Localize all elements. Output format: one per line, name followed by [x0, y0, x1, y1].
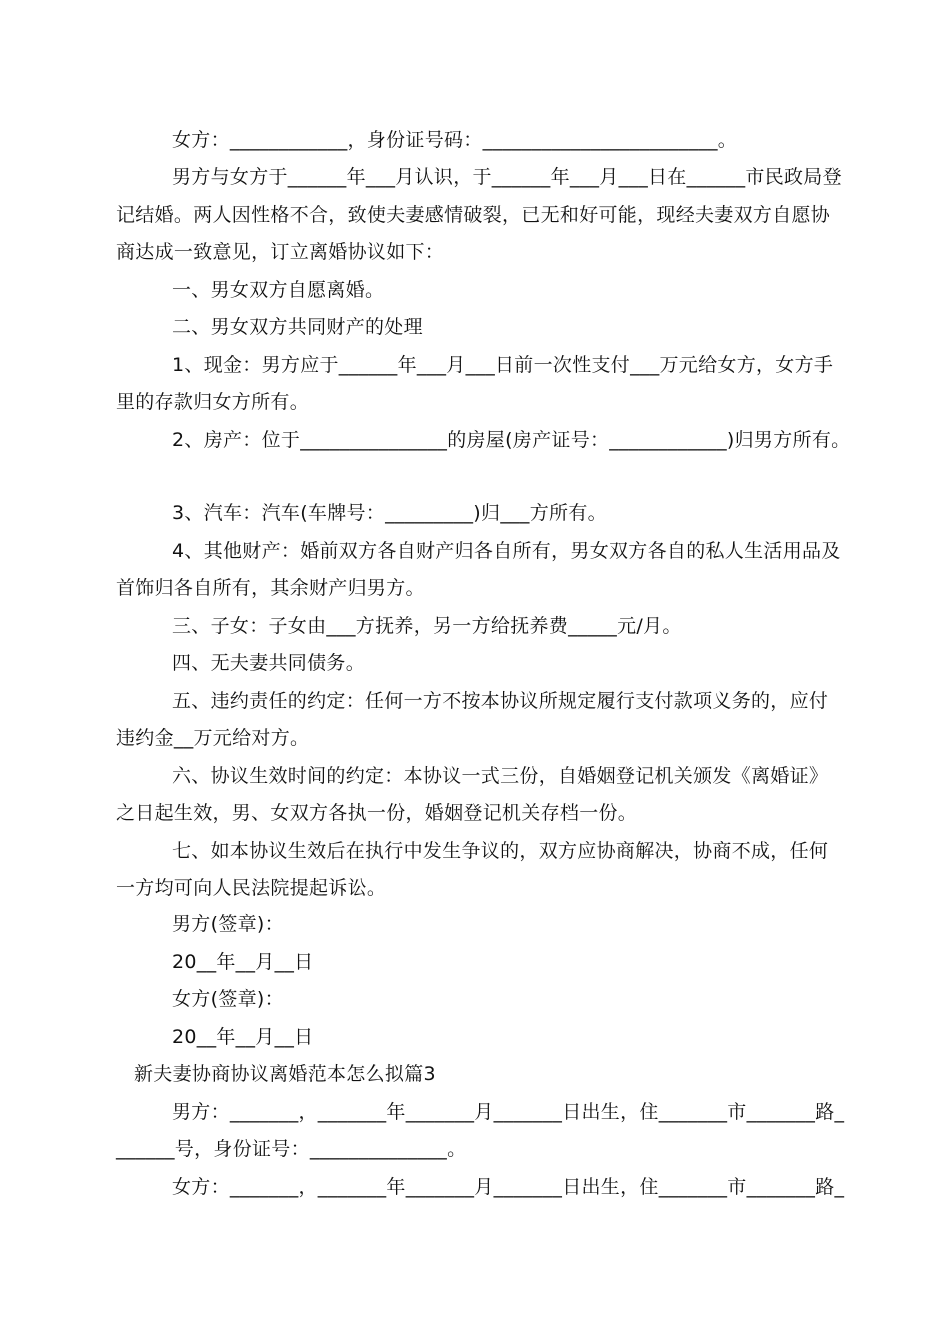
female-party-id-line: 女方：____________，身份证号码：________________________。	[172, 129, 738, 151]
other-property-line-1: 4、其他财产：婚前双方各自财产归各自所有，男女双方各自的私人生活用品及	[172, 540, 841, 562]
clause-5-line-2: 违约金__万元给对方。	[116, 727, 310, 749]
clause-3-children: 三、子女：子女由___方抚养，另一方给抚养费_____元/月。	[172, 615, 682, 637]
section-title: 新夫妻协商协议离婚范本怎么拟篇3	[134, 1063, 436, 1085]
female-signature-date: 20__年__月__日	[172, 1026, 314, 1048]
male-signature-label: 男方(签章)：	[172, 913, 284, 935]
marriage-history-line-2: 记结婚。两人因性格不合，致使夫妻感情破裂，已无和好可能，现经夫妻双方自愿协	[116, 204, 831, 226]
clause-7-line-2: 一方均可向人民法院提起诉讼。	[116, 877, 387, 899]
clause-6-line-2: 之日起生效，男、女双方各执一份，婚姻登记机关存档一份。	[116, 802, 638, 824]
other-property-line-2: 首饰归各自所有，其余财产归男方。	[116, 577, 425, 599]
clause-1: 一、男女双方自愿离婚。	[172, 279, 385, 301]
clause-7-line-1: 七、如本协议生效后在执行中发生争议的，双方应协商解决，协商不成，任何	[172, 840, 829, 862]
male-party-line-1: 男方：_______，_______年_______月_______日出生，住_______市_______路_	[172, 1101, 845, 1123]
male-party-line-2: ______号，身份证号：______________。	[116, 1138, 467, 1160]
clause-4-debts: 四、无夫妻共同债务。	[172, 652, 366, 674]
female-party-line-1: 女方：_______，_______年_______月_______日出生，住_______市_______路_	[172, 1176, 845, 1198]
marriage-history-line-1: 男方与女方于______年___月认识，于______年___月___日在______市民政局登	[172, 166, 842, 188]
clause-5-line-1: 五、违约责任的约定：任何一方不按本协议所规定履行支付款项义务的，应付	[172, 690, 829, 712]
clause-2-heading: 二、男女双方共同财产的处理	[172, 316, 423, 338]
female-signature-label: 女方(签章)：	[172, 988, 284, 1010]
clause-6-line-1: 六、协议生效时间的约定：本协议一式三份，自婚姻登记机关颁发《离婚证》	[172, 765, 829, 787]
marriage-history-line-3: 商达成一致意见，订立离婚协议如下：	[116, 241, 445, 263]
male-signature-date: 20__年__月__日	[172, 951, 314, 973]
property-clause: 2、房产：位于_______________的房屋(房产证号：____________)归男方所有。	[172, 429, 851, 451]
cash-clause-line-1: 1、现金：男方应于______年___月___日前一次性支付___万元给女方，女方手	[172, 354, 834, 376]
car-clause: 3、汽车：汽车(车牌号：_________)归___方所有。	[172, 502, 607, 524]
cash-clause-line-2: 里的存款归女方所有。	[116, 391, 310, 413]
